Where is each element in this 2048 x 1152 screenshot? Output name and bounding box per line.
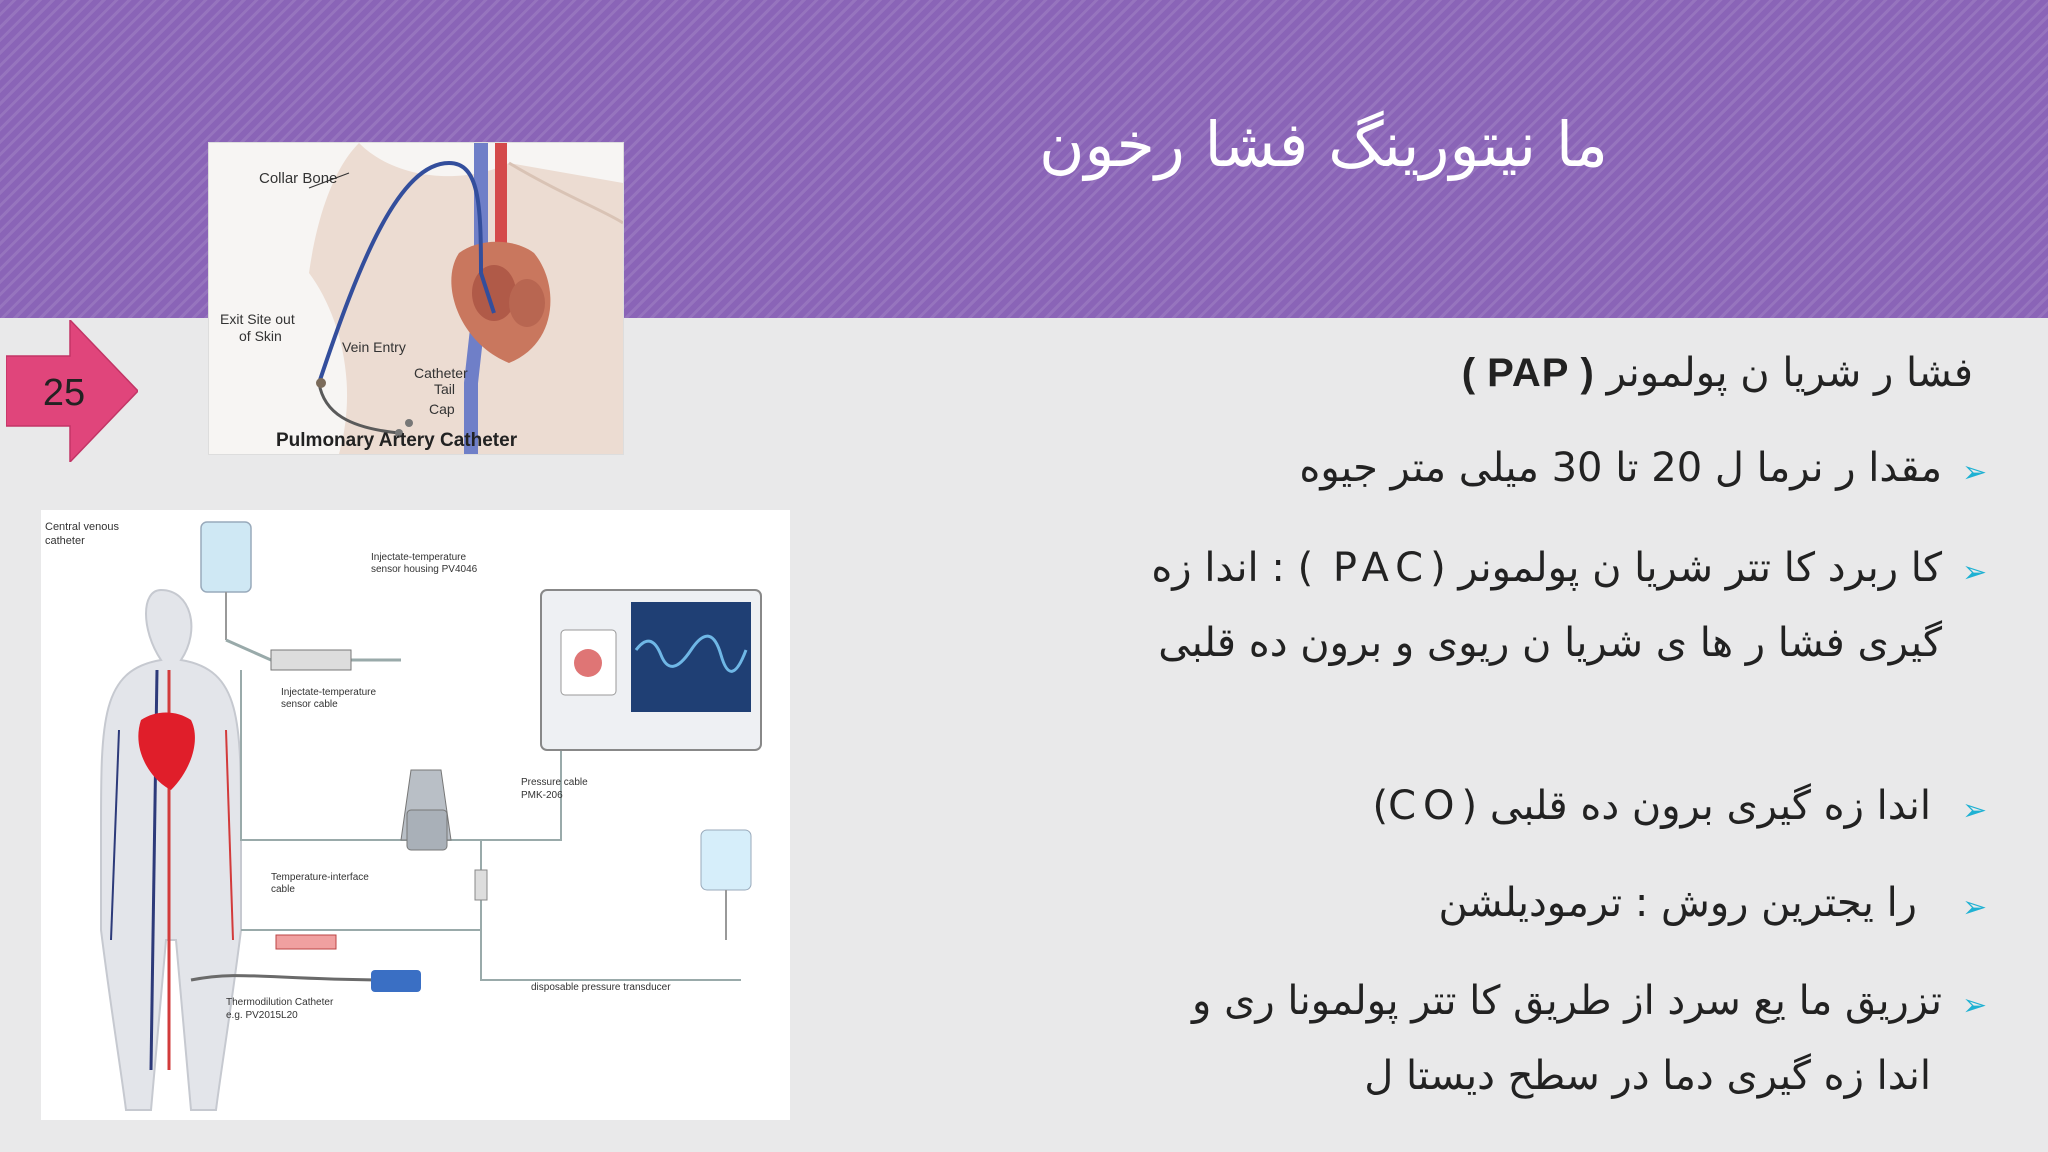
bullet-arrow-icon: ➢ (1962, 988, 1988, 1023)
heading-abbr: ( PAP ) (1461, 351, 1594, 395)
slide-number: 25 (42, 372, 86, 414)
label-pressure-cable-2: PMK-206 (521, 790, 563, 801)
label-catheter: Catheter (414, 365, 468, 381)
bullet-1: مقدا ر نرما ل 20 تا 30 میلی متر جیوه (1299, 445, 1942, 491)
bullet-arrow-icon: ➢ (1962, 455, 1988, 490)
label-thermo-2: e.g. PV2015L20 (226, 1010, 298, 1021)
label-vein-entry: Vein Entry (342, 339, 406, 355)
bullet-5: تزریق ما یع سرد از طریق کا تتر پولمونا ری و (1192, 978, 1942, 1024)
bullet-arrow-icon: ➢ (1962, 555, 1988, 590)
label-exit-site: Exit Site out (220, 311, 295, 327)
bullet-5-continued: اندا زه گیری دما در سطح دیستا ل (1364, 1053, 1931, 1099)
bullet-arrow-icon: ➢ (1962, 890, 1988, 925)
label-thermo-1: Thermodilution Catheter (226, 997, 334, 1008)
label-collar-bone: Collar Bone (259, 170, 338, 187)
thermodilution-setup-image (41, 510, 790, 1120)
bullet-2-continued: گیری فشا ر ها ی شریا ن ریوی و برون ده قلبی (1158, 620, 1942, 666)
label-injectate-housing-1: Injectate-temperature (371, 552, 467, 563)
label-central-venous: Central venous (45, 521, 119, 533)
heading-text: فشا ر شریا ن پولمونر (1606, 350, 1973, 396)
label-injectate-housing-2: sensor housing PV4046 (371, 564, 478, 575)
content-heading (1462, 350, 1973, 396)
label-of-skin: of Skin (239, 328, 282, 344)
bullet-4: را یجترین روش : ترمودیلشن (1438, 880, 1917, 926)
image1-caption: Pulmonary Artery Catheter (276, 430, 518, 451)
label-cap: Cap (429, 401, 455, 417)
label-cv-catheter: catheter (45, 535, 85, 547)
bullet-2: کا ربرد کا تتر شریا ن پولمونر (PAC ) : اندا زه (1151, 545, 1942, 591)
label-temp-interface-2: cable (271, 884, 295, 895)
bullet-3: اندا زه گیری برون ده قلبی (CO) (1372, 783, 1931, 829)
label-injectate-cable-1: Injectate-temperature (281, 687, 377, 698)
pulmonary-artery-catheter-image (209, 143, 623, 454)
label-temp-interface-1: Temperature-interface (271, 872, 369, 883)
label-injectate-cable-2: sensor cable (281, 699, 338, 710)
label-pressure-cable-1: Pressure cable (521, 777, 588, 788)
bullet-arrow-icon: ➢ (1962, 793, 1988, 828)
label-tail: Tail (434, 381, 456, 397)
slide-title: ما نیتورینگ فشا رخون (1039, 108, 1608, 181)
label-transducer: disposable pressure transducer (531, 982, 671, 993)
